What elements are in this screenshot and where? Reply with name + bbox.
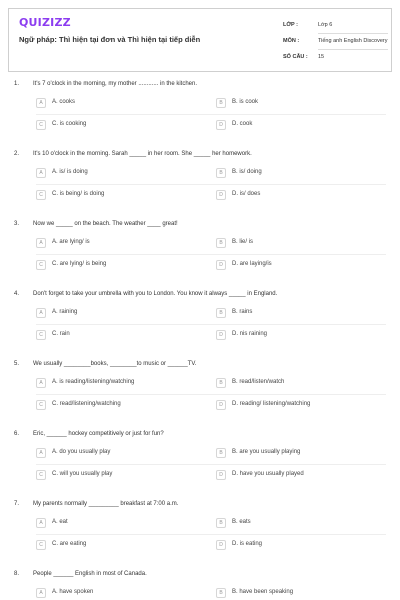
question-item xyxy=(0,431,400,499)
answer-option[interactable] xyxy=(216,540,374,552)
option-text: A. is reading/listening/watching xyxy=(52,379,135,385)
meta-divider xyxy=(318,49,388,50)
question-number: 3. xyxy=(14,221,20,227)
option-text: A. raining xyxy=(52,309,78,315)
option-letter-box: C xyxy=(36,330,46,340)
answer-option[interactable] xyxy=(36,448,194,460)
question-item xyxy=(0,361,400,429)
answer-option[interactable] xyxy=(36,540,194,552)
option-text: C. is being/ is doing xyxy=(52,191,105,197)
option-letter-box: C xyxy=(36,400,46,410)
answer-option[interactable] xyxy=(36,120,194,132)
option-letter-box: A xyxy=(36,238,46,248)
question-number: 7. xyxy=(14,501,20,507)
meta-subject-value: Tiếng anh English Discovery xyxy=(318,38,388,44)
option-divider xyxy=(36,184,386,185)
option-text: D. have you usually played xyxy=(232,471,304,477)
option-divider xyxy=(36,114,386,115)
option-text: A. cooks xyxy=(52,99,76,105)
answer-option[interactable] xyxy=(216,448,374,460)
option-text: B. are you usually playing xyxy=(232,449,301,455)
option-letter-box: D xyxy=(216,190,226,200)
answer-option[interactable] xyxy=(36,588,194,600)
option-letter-box: B xyxy=(216,98,226,108)
meta-class-value: Lớp 6 xyxy=(318,22,333,28)
question-text: It's 10 o'clock in the morning. Sarah _____ in her room. She _____ her homework. xyxy=(33,151,252,157)
option-text: D. are laying/is xyxy=(232,261,272,267)
question-item xyxy=(0,501,400,569)
answer-option[interactable] xyxy=(36,518,194,530)
question-text: People ______ English in most of Canada. xyxy=(33,571,147,577)
option-letter-box: D xyxy=(216,540,226,550)
option-text: A. have spoken xyxy=(52,589,94,595)
meta-class-row xyxy=(272,19,392,33)
option-letter-box: B xyxy=(216,308,226,318)
option-divider xyxy=(36,324,386,325)
option-letter-box: A xyxy=(36,308,46,318)
question-text: We usually ________books, ________to music or ______TV. xyxy=(33,361,197,367)
answer-option[interactable] xyxy=(216,518,374,530)
option-letter-box: A xyxy=(36,168,46,178)
answer-option[interactable] xyxy=(216,470,374,482)
option-letter-box: B xyxy=(216,238,226,248)
option-letter-box: A xyxy=(36,448,46,458)
option-letter-box: A xyxy=(36,588,46,598)
option-text: B. is/ doing xyxy=(232,169,262,175)
option-letter-box: C xyxy=(36,260,46,270)
option-letter-box: A xyxy=(36,518,46,528)
answer-option[interactable] xyxy=(36,378,194,390)
option-text: B. lie/ is xyxy=(232,239,254,245)
question-text: My parents normally _________ breakfast at 7:00 a.m. xyxy=(33,501,179,507)
option-letter-box: D xyxy=(216,260,226,270)
option-letter-box: C xyxy=(36,470,46,480)
worksheet-title: Ngữ pháp: Thì hiện tại đơn và Thì hiện tại tiếp diễn xyxy=(19,35,201,44)
answer-option[interactable] xyxy=(216,378,374,390)
answer-option[interactable] xyxy=(36,260,194,272)
option-letter-box: D xyxy=(216,400,226,410)
option-text: B. read/listen/watch xyxy=(232,379,285,385)
option-text: D. is eating xyxy=(232,541,263,547)
option-text: B. rains xyxy=(232,309,253,315)
option-text: C. are eating xyxy=(52,541,87,547)
worksheet-meta xyxy=(272,9,392,71)
question-item xyxy=(0,151,400,219)
option-letter-box: B xyxy=(216,588,226,598)
answer-option[interactable] xyxy=(216,330,374,342)
worksheet-header xyxy=(8,8,392,72)
answer-option[interactable] xyxy=(36,470,194,482)
meta-class-label: LỚP : xyxy=(283,22,298,28)
question-number: 4. xyxy=(14,291,20,297)
question-item xyxy=(0,81,400,149)
answer-option[interactable] xyxy=(36,238,194,250)
option-text: C. read/listening/watching xyxy=(52,401,121,407)
meta-subject-label: MÔN : xyxy=(283,38,300,44)
option-text: C. are lying/ is being xyxy=(52,261,107,267)
option-letter-box: A xyxy=(36,98,46,108)
answer-option[interactable] xyxy=(216,190,374,202)
option-letter-box: D xyxy=(216,120,226,130)
question-item xyxy=(0,221,400,289)
answer-option[interactable] xyxy=(36,168,194,180)
question-item xyxy=(0,571,400,600)
option-divider xyxy=(36,394,386,395)
quizizz-logo: QUIZIZZ xyxy=(19,16,71,29)
question-text: Eric, ______ hockey competitively or just for fun? xyxy=(33,431,164,437)
answer-option[interactable] xyxy=(216,260,374,272)
question-item xyxy=(0,291,400,359)
meta-divider xyxy=(318,33,388,34)
meta-subject-row xyxy=(272,35,392,49)
answer-option[interactable] xyxy=(216,238,374,250)
option-text: A. is/ is doing xyxy=(52,169,88,175)
question-text: Now we _____ on the beach. The weather ____ great! xyxy=(33,221,178,227)
option-text: B. is cook xyxy=(232,99,259,105)
option-letter-box: B xyxy=(216,168,226,178)
option-divider xyxy=(36,464,386,465)
option-divider xyxy=(36,534,386,535)
question-text: It's 7 o'clock in the morning, my mother ............ in the kitchen. xyxy=(33,81,198,87)
question-number: 6. xyxy=(14,431,20,437)
question-number: 2. xyxy=(14,151,20,157)
option-divider xyxy=(36,254,386,255)
answer-option[interactable] xyxy=(36,400,194,412)
answer-option[interactable] xyxy=(216,308,374,320)
answer-option[interactable] xyxy=(216,168,374,180)
option-text: D. reading/ listening/watching xyxy=(232,401,311,407)
option-text: C. will you usually play xyxy=(52,471,113,477)
option-letter-box: B xyxy=(216,378,226,388)
question-number: 8. xyxy=(14,571,20,577)
answer-option[interactable] xyxy=(216,98,374,110)
answer-option[interactable] xyxy=(216,400,374,412)
option-letter-box: A xyxy=(36,378,46,388)
option-text: C. is cooking xyxy=(52,121,87,127)
question-number: 1. xyxy=(14,81,20,87)
option-text: B. have been speaking xyxy=(232,589,294,595)
meta-count-value: 15 xyxy=(318,54,325,60)
option-text: A. eat xyxy=(52,519,68,525)
option-letter-box: C xyxy=(36,540,46,550)
answer-option[interactable] xyxy=(36,330,194,342)
option-text: B. eats xyxy=(232,519,251,525)
answer-option[interactable] xyxy=(36,98,194,110)
option-letter-box: C xyxy=(36,190,46,200)
option-text: D. nis raining xyxy=(232,331,268,337)
option-letter-box: B xyxy=(216,518,226,528)
option-letter-box: D xyxy=(216,470,226,480)
option-text: A. are lying/ is xyxy=(52,239,90,245)
question-number: 5. xyxy=(14,361,20,367)
option-text: D. is/ does xyxy=(232,191,261,197)
question-text: Don't forget to take your umbrella with you to London. You know it always _____ in England. xyxy=(33,291,278,297)
option-text: C. rain xyxy=(52,331,70,337)
answer-option[interactable] xyxy=(36,308,194,320)
meta-count-row xyxy=(272,51,392,65)
answer-option[interactable] xyxy=(216,588,374,600)
option-letter-box: D xyxy=(216,330,226,340)
option-letter-box: B xyxy=(216,448,226,458)
answer-option[interactable] xyxy=(36,190,194,202)
answer-option[interactable] xyxy=(216,120,374,132)
option-letter-box: C xyxy=(36,120,46,130)
meta-count-label: SỐ CÂU : xyxy=(283,54,308,60)
option-text: A. do you usually play xyxy=(52,449,111,455)
option-text: D. cook xyxy=(232,121,253,127)
